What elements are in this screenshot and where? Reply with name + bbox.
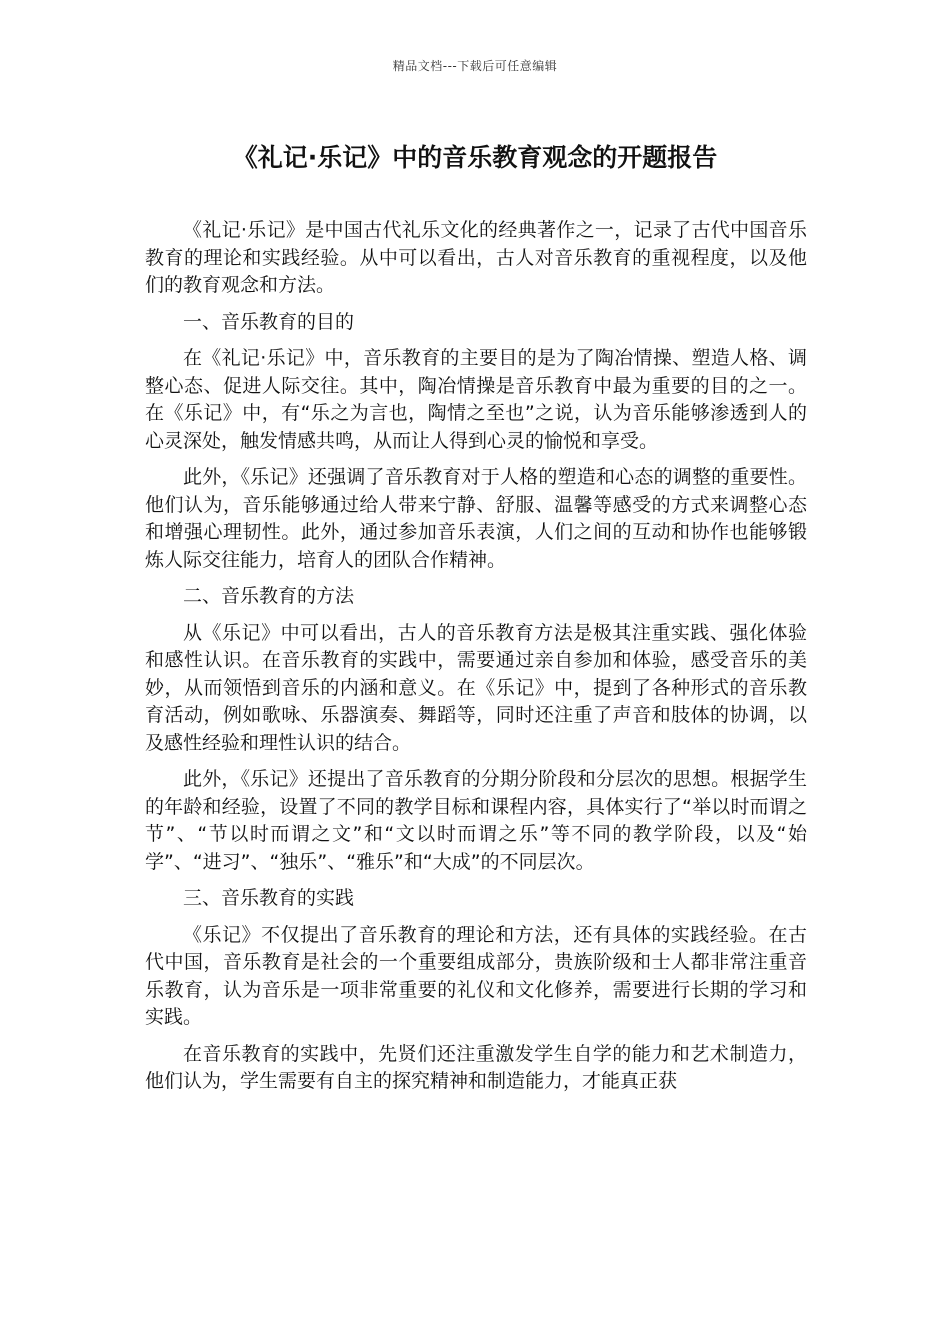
body-paragraph: 从《乐记》中可以看出，古人的音乐教育方法是极其注重实践、强化体验和感性认识。在音乐教育的实践中，需要通过亲自参加和体验，感受音乐的美妙，从而领悟到音乐的内涵和意义。在《乐记》中，提到了各种形式的音乐教育活动，例如歌咏、乐器演奏、舞蹈等，同时还注重了声音和肢体的协调，以及感性经验和理性认识的结合。 [145, 621, 807, 754]
section-purpose [145, 309, 807, 575]
body-paragraph: 此外，《乐记》还提出了音乐教育的分期分阶段和分层次的思想。根据学生的年龄和经验，设置了不同的教学目标和课程内容，具体实行了“举以时而谓之节”、“节以时而谓之文”和“文以时而谓之乐”等不同的教学阶段，以及“始学”、“进习”、“独乐”、“雅乐”和“大成”的不同层次。 [145, 768, 807, 873]
document-body [145, 217, 807, 1105]
body-paragraph: 在音乐教育的实践中，先贤们还注重激发学生自学的能力和艺术制造力，他们认为，学生需要有自主的探究精神和制造能力，才能真正获 [145, 1042, 807, 1092]
section-heading: 三、音乐教育的实践 [183, 887, 355, 909]
header-note: 精品文档---下载后可任意编辑 [392, 59, 558, 73]
section-heading: 二、音乐教育的方法 [183, 585, 355, 607]
body-paragraph: 此外，《乐记》还强调了音乐教育对于人格的塑造和心态的调整的重要性。他们认为，音乐能够通过给人带来宁静、舒服、温馨等感受的方式来调整心态和增强心理韧性。此外，通过参加音乐表演，人们之间的互动和协作也能够锻炼人际交往能力，培育人的团队合作精神。 [145, 466, 807, 571]
body-paragraph: 《乐记》不仅提出了音乐教育的理论和方法，还有具体的实践经验。在古代中国，音乐教育是社会的一个重要组成部分，贵族阶级和士人都非常注重音乐教育，认为音乐是一项非常重要的礼仪和文化修养，需要进行长期的学习和实践。 [145, 923, 807, 1028]
section-practice [145, 885, 807, 1096]
document-title: 《礼记·乐记》中的音乐教育观念的开题报告 [232, 143, 718, 172]
section-heading: 一、音乐教育的目的 [183, 310, 355, 333]
section-method [145, 583, 807, 876]
body-paragraph: 在《礼记·乐记》中，音乐教育的主要目的是为了陶冶情操、塑造人格、调整心态、促进人际交往。其中，陶冶情操是音乐教育中最为重要的目的之一。在《乐记》中，有“乐之为言也，陶情之至也”之说，认为音乐能够渗透到人的心灵深处，触发情感共鸣，从而让人得到心灵的愉悦和享受。 [145, 347, 807, 452]
intro-paragraph: 《礼记·乐记》是中国古代礼乐文化的经典著作之一，记录了古代中国音乐教育的理论和实践经验。从中可以看出，古人对音乐教育的重视程度，以及他们的教育观念和方法。 [145, 219, 807, 296]
